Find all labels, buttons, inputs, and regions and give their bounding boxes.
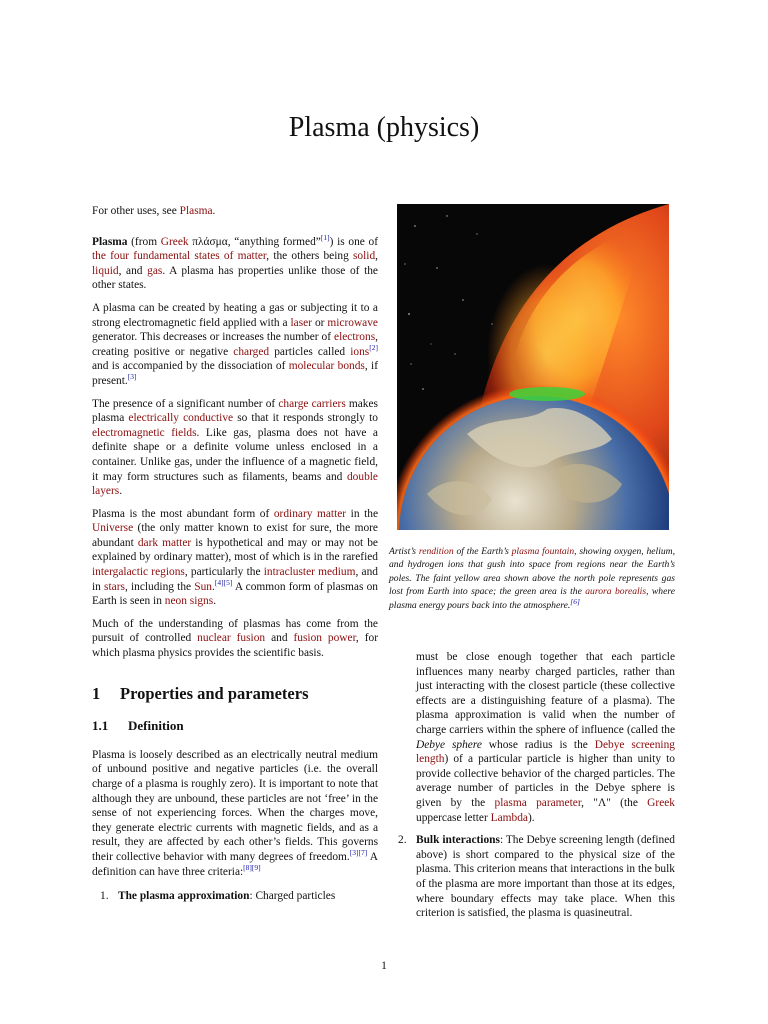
link-gas[interactable]: gas (147, 264, 163, 277)
link-greek[interactable]: Greek (160, 235, 189, 248)
link-ions[interactable]: ions (350, 345, 370, 358)
figure-caption: Artist’s rendition of the Earth’s plasma fountain, showing oxygen, helium, and hydrogen ions that gush into space from regions near the Earth’s poles. The faint yellow area shown above the north pole represents gas lost from Earth into space; the green area is the aurora borealis, where plasma energy pours back into the atmosphere.[6] (389, 546, 675, 611)
link-electrons[interactable]: electrons (334, 331, 376, 344)
intro-paragraph-3: The presence of a significant number of charge carriers makes plasma electrically conductive so that it responds strongly to electromagnetic fields. Like gas, plasma does not have a definite shape or a definite volume unless enclosed in a container. Unlike gas, under the influence of a magnetic field, it may form structures such as filaments, beams and double layers. (92, 397, 378, 498)
right-column (398, 650, 675, 929)
link-stars[interactable]: stars (104, 580, 125, 593)
link-rendition[interactable]: rendition (418, 546, 454, 557)
link-greek-2[interactable]: Greek (647, 796, 675, 809)
ref-4-5[interactable]: [4][5] (214, 577, 233, 587)
criteria-list-continued (390, 833, 675, 921)
link-dark-matter[interactable]: dark matter (137, 536, 192, 549)
criterion-1-continued: must be close enough together that each particle influences many nearby charged particles, rather than just interacting with the closest particle (these collective effects are a distinguishing feature of a plasma). The plasma approximation is valid when the number of charge carriers within the sphere of influence (called the Debye sphere whose radius is the Debye screening length) of a particular particle is higher than unity to provide collective behavior of the charged particles. The average number of particles in the Debye sphere is given by the plasma parameter, "Λ" (the Greek uppercase letter Lambda). (416, 651, 675, 824)
link-double-layers[interactable]: double layers (92, 470, 378, 498)
ref-1[interactable]: [1] (320, 232, 330, 242)
link-solid[interactable]: solid (352, 250, 376, 263)
plasma-fountain-image (397, 204, 669, 530)
definition-paragraph: Plasma is loosely described as an electrically neutral medium of unbound positive and negative particles (i.e. the overall charge of a plasma is roughly zero). It is important to note that although they are unbound, these particles are not ‘free’ in the sense of not experiencing forces. When the charges move, they generate electric currents with magnetic fields, and as a result, they are affected by each other’s fields. This governs their collective behavior with many degrees of freedom.[3][7] A definition can have three criteria:[8][9] (92, 748, 378, 878)
link-ordinary-matter[interactable]: ordinary matter (273, 507, 347, 520)
link-neon-signs[interactable]: neon signs (164, 595, 214, 608)
intro-paragraph-4: Plasma is the most abundant form of ordinary matter in the Universe (the only matter known to exist for sure, the more abundant dark matter is hypothetical and may or may not be explained by ordinary matter), most of which is in the rarefied intergalactic regions, particularly the intracluster medium, and in stars, including the Sun.[4][5] A common form of plasmas on Earth is seen in neon signs. (92, 507, 378, 608)
link-fusion-power[interactable]: fusion power (293, 632, 356, 645)
link-plasma-parameter[interactable]: plasma parameter (494, 796, 582, 809)
page-number: 1 (381, 960, 387, 972)
link-debye-length[interactable]: Debye screening length (416, 738, 675, 766)
intro-paragraph-2: A plasma can be created by heating a gas or subjecting it to a strong electromagnetic field applied with a laser or microwave generator. This decreases or increases the number of electrons, creating positive or negative charged particles called ions[2] and is accompanied by the dissociation of molecular bonds, if present.[3] (92, 301, 379, 387)
link-plasma-fountain[interactable]: plasma fountain (511, 546, 575, 557)
link-lambda[interactable]: Lambda (490, 811, 528, 824)
link-microwave[interactable]: microwave (327, 316, 378, 329)
criterion-1-start: 1. The plasma approximation: Charged particles (100, 890, 336, 903)
criterion-2: 2. Bulk interactions: The Debye screening length (defined above) is short compared to the physical size of the plasma. This criterion means that interactions in the bulk of the plasma are more important than those at its edges, where boundary effects may take place. When this criterion is satisfied, the plasma is quasineutral. (398, 834, 675, 920)
link-universe[interactable]: Universe (92, 522, 134, 535)
link-nuclear-fusion[interactable]: nuclear fusion (197, 632, 266, 645)
earth-plasma-illustration (397, 204, 669, 530)
ref-3-7[interactable]: [3][7] (349, 848, 368, 858)
section-heading-properties: 1 Properties and parameters (92, 683, 309, 703)
ref-6[interactable]: [6] (570, 596, 580, 606)
link-sun[interactable]: Sun (194, 580, 212, 593)
left-column (92, 204, 378, 905)
link-liquid[interactable]: liquid (92, 264, 119, 277)
criteria-list (92, 889, 378, 905)
link-molecular-bonds[interactable]: molecular bonds (288, 360, 365, 373)
link-intergalactic-regions[interactable]: intergalactic regions (92, 566, 185, 579)
link-charge-carriers[interactable]: charge carriers (278, 397, 346, 410)
hatnote: For other uses, see Plasma. (92, 205, 216, 217)
page-title: Plasma (physics) (288, 112, 480, 143)
link-electrically-conductive[interactable]: electrically conductive (128, 412, 234, 425)
ref-2[interactable]: [2] (369, 342, 378, 352)
link-laser[interactable]: laser (290, 316, 313, 329)
section-heading-definition: 1.1 Definition (92, 718, 184, 734)
ref-3[interactable]: [3] (127, 372, 137, 382)
link-intracluster-medium[interactable]: intracluster medium (263, 566, 356, 579)
link-states-of-matter[interactable]: the four fundamental states of matter (92, 250, 267, 263)
link-aurora-borealis[interactable]: aurora borealis (585, 586, 647, 598)
intro-paragraph-1: Plasma (from Greek πλάσμα, “anything formed”[1]) is one of the four fundamental states of matter, the others being solid, liquid, and gas. A plasma has properties unlike those of the other states. (92, 232, 378, 292)
link-plasma[interactable]: Plasma (179, 205, 213, 217)
ref-8-9[interactable]: [8][9] (243, 862, 261, 872)
link-electromagnetic-fields[interactable]: electromagnetic fields (92, 426, 197, 439)
link-charged[interactable]: charged (233, 345, 270, 358)
intro-paragraph-5: Much of the understanding of plasmas has come from the pursuit of controlled nuclear fusion and fusion power, for which plasma physics provides the scientific basis. (92, 617, 379, 660)
